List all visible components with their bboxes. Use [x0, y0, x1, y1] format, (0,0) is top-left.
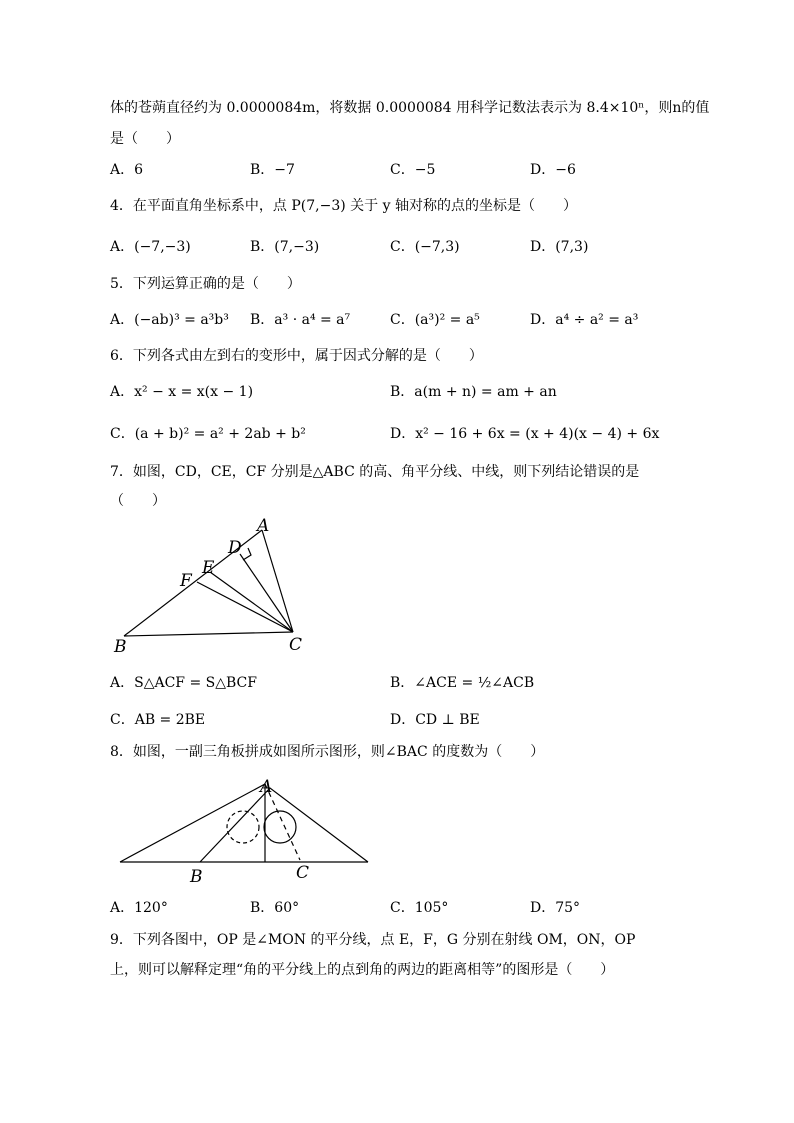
q6-option-d: D．x² − 16 + 6x = (x + 4)(x − 4) + 6x	[390, 426, 660, 442]
q8-option-c: C．105°	[390, 900, 449, 916]
q4-option-c: C．(−7,3)	[390, 239, 460, 255]
q3-option-a: A．6	[110, 162, 144, 178]
label-e: E	[202, 558, 215, 578]
q6-option-b: B．a(m + n) = am + an	[390, 384, 557, 400]
q3-line1: 体的苍蒴直径约为 0.0000084m，将数据 0.0000084 用科学记数法表示为 8.4×10ⁿ，则n的值	[110, 100, 710, 116]
q7-option-a: A．S△ACF = S△BCF	[110, 675, 257, 691]
q4-option-d: D．(7,3)	[530, 239, 589, 255]
triangle-abc-figure	[110, 516, 310, 660]
label-c: C	[289, 635, 303, 655]
q9-stem-2: 上，则可以解释定理“角的平分线上的点到角的两边的距离相等”的图形是（ ）	[110, 962, 615, 978]
height-cd	[240, 554, 293, 632]
q6-option-a: A．x² − x = x(x − 1)	[110, 384, 254, 400]
side-bc	[124, 632, 293, 636]
q7-stem: 7．如图，CD，CE，CF 分别是△ABC 的高、角平分线、中线，则下列结论错误的是	[110, 464, 640, 480]
median-cf	[197, 582, 293, 632]
q8-option-b: B．60°	[250, 900, 300, 916]
q7-option-d: D．CD ⊥ BE	[390, 712, 480, 728]
q5-option-a: A．(−ab)³ = a³b³	[110, 312, 229, 328]
q8-option-d: D．75°	[530, 900, 581, 916]
q3-option-c: C．−5	[390, 162, 436, 178]
q7-option-b: B．∠ACE = ½∠ACB	[390, 675, 535, 691]
q5-option-d: D．a⁴ ÷ a² = a³	[530, 312, 639, 328]
q5-stem: 5．下列运算正确的是（ ）	[110, 276, 301, 292]
q7-option-c: C．AB = 2BE	[110, 712, 206, 728]
label-d: D	[228, 538, 242, 558]
label-b: B	[114, 637, 127, 657]
q4-option-b: B．(7,−3)	[250, 239, 320, 255]
q3-option-b: B．−7	[250, 162, 295, 178]
label-a: A	[260, 777, 273, 797]
label-b: B	[190, 867, 203, 887]
triangle-left	[120, 784, 265, 862]
set-squares-figure	[110, 772, 380, 887]
label-a: A	[257, 516, 270, 536]
right-angle-mark	[243, 548, 251, 560]
q8-option-a: A．120°	[110, 900, 168, 916]
label-f: F	[180, 571, 192, 591]
bisector-ce	[210, 572, 293, 632]
q6-stem: 6．下列各式由左到右的变形中，属于因式分解的是（ ）	[110, 348, 483, 364]
q8-stem: 8．如图，一副三角板拼成如图所示图形，则∠BAC 的度数为（ ）	[110, 744, 545, 760]
q4-stem: 4．在平面直角坐标系中，点 P(7,−3) 关于 y 轴对称的点的坐标是（ ）	[110, 198, 577, 214]
label-c: C	[296, 863, 310, 883]
solid-circle	[264, 811, 296, 843]
q9-stem: 9．下列各图中，OP 是∠MON 的平分线，点 E，F，G 分别在射线 OM，ON，OP	[110, 932, 636, 948]
q3-option-d: D．−6	[530, 162, 576, 178]
side-ac	[262, 530, 293, 632]
q7-stem-2: （ ）	[110, 493, 166, 509]
q4-option-a: A．(−7,−3)	[110, 239, 191, 255]
q5-option-c: C．(a³)² = a⁵	[390, 312, 480, 328]
q3-line2: 是（ ）	[110, 131, 180, 147]
q6-option-c: C．(a + b)² = a² + 2ab + b²	[110, 426, 306, 442]
q5-option-b: B．a³ · a⁴ = a⁷	[250, 312, 351, 328]
